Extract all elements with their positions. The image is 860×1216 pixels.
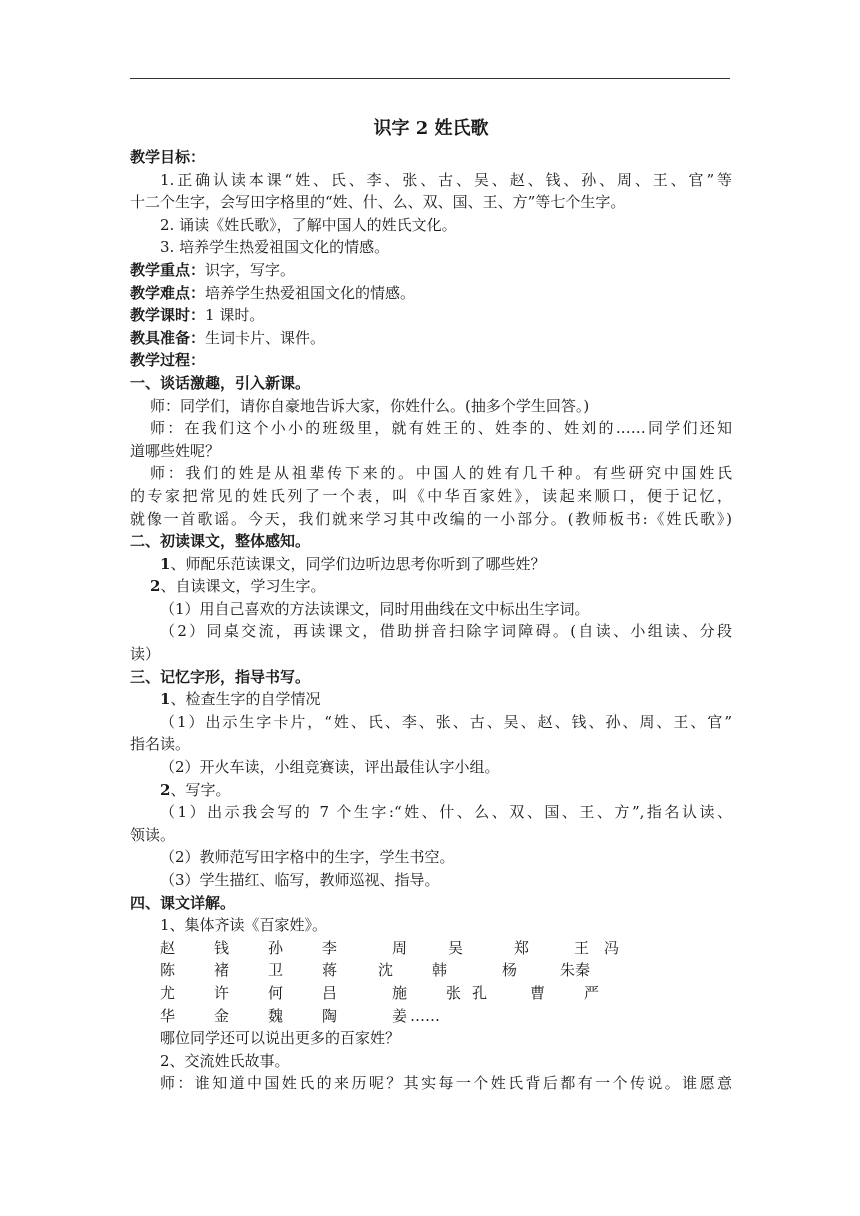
section-2-title: 二、初读课文，整体感知。: [130, 532, 311, 551]
item-number: 1: [160, 554, 171, 573]
surname: 沈: [378, 961, 394, 980]
section-3-subitem-1-line-2: 指名读。: [130, 735, 191, 754]
teaching-aids: [130, 327, 732, 350]
section-4-question: 哪位同学还可以说出更多的百家姓？: [160, 1029, 401, 1048]
class-hours-label: 教学课时：: [130, 306, 206, 325]
section-1-para-3-line-3: 就像一首歌谣。今天，我们就来学习其中改编的一小部分。(教师板书:《姓氏歌》): [130, 509, 732, 528]
document-body: [130, 112, 732, 1095]
item-text: 、师配乐范读课文，同学们边听边思考你听到了哪些姓？: [170, 554, 546, 573]
surname: 李: [322, 938, 338, 957]
difficult-points-text: 培养学生热爱祖国文化的情感。: [205, 283, 416, 302]
class-hours-text: 1 课时。: [205, 306, 265, 325]
surname: 周: [392, 938, 408, 957]
surname: 陈: [160, 961, 176, 980]
goal-2: 2. 诵读《姓氏歌》，了解中国人的姓氏文化。: [160, 215, 457, 234]
goal-3: 3. 培养学生热爱祖国文化的情感。: [160, 238, 390, 257]
surname: 韩: [432, 961, 448, 980]
section-1-para-3-line-2: 的专家把常见的姓氏列了一个表，叫《中华百家姓》，读起来顺口，便于记忆，: [130, 486, 732, 505]
section-3-subitem-2: （2）开火车读，小组竞赛读，评出最佳认字小组。: [160, 758, 500, 777]
section-4-para: 师：谁知道中国姓氏的来历呢？其实每一个姓氏背后都有一个传说。谁愿意: [160, 1074, 732, 1093]
surname: 卫: [268, 961, 284, 980]
surname: 孙: [268, 938, 284, 957]
surname: 魏: [268, 1006, 284, 1025]
item-text: 、检查生字的自学情况: [170, 690, 321, 709]
section-4-item-1: 1、集体齐读《百家姓》。: [160, 916, 328, 935]
section-2-subitem-2-line-2: 读）: [130, 645, 161, 664]
surname: 张: [446, 983, 462, 1002]
surname: 何: [268, 983, 284, 1002]
surname: 朱秦: [560, 961, 591, 980]
section-4-item-2: 2、交流姓氏故事。: [160, 1051, 290, 1070]
surname: 钱: [214, 938, 230, 957]
section-2-item-1: [130, 553, 732, 576]
surname: 杨: [502, 961, 518, 980]
surname: 陶: [322, 1006, 338, 1025]
goal-1-line-2: 十二个生字，会写田字格里的“姓、什、么、双、国、王、方”等七个生字。: [130, 193, 626, 212]
surname: 施: [392, 983, 408, 1002]
surname: 许: [214, 983, 230, 1002]
surname: 赵: [160, 938, 176, 957]
section-3-subitem-4: （2）教师范写田字格中的生字，学生书空。: [160, 848, 455, 867]
surname: 华: [160, 1006, 176, 1025]
section-2-item-2: [130, 575, 732, 598]
surname-row: [130, 1005, 732, 1028]
surname: 褚: [214, 961, 230, 980]
section-4-title: 四、课文详解。: [130, 893, 236, 912]
item-number: 1: [160, 690, 171, 709]
surname-row: [130, 982, 732, 1005]
surname: 曹: [530, 983, 546, 1002]
item-number: 2: [150, 577, 161, 596]
section-1-para-3-line-1: 师：我们的姓是从祖辈传下来的。中国人的姓有几千种。有些研究中国姓氏: [150, 464, 732, 483]
section-3-subitem-5: （3）学生描红、临写，教师巡视、指导。: [160, 871, 440, 889]
key-points-label: 教学重点：: [130, 260, 206, 279]
surname: 金: [214, 1006, 230, 1025]
class-hours: [130, 304, 732, 327]
surname: 孔: [472, 983, 488, 1002]
section-3-item-2: [130, 779, 732, 802]
surname: 王: [574, 938, 590, 957]
section-3-subitem-3-line-1: （1）出示我会写的 7 个生字:“姓、什、么、双、国、王、方”,指名认读、: [160, 803, 732, 822]
surname: 冯: [604, 938, 620, 957]
difficult-points: [130, 282, 732, 305]
teaching-aids-label: 教具准备：: [130, 328, 206, 347]
section-3-subitem-3-line-2: 领读。: [130, 825, 176, 844]
section-1-para-1: 师：同学们，请你自豪地告诉大家，你姓什么。(抽多个学生回答。): [150, 396, 590, 415]
goal-1-line-1: 1.正确认读本课“姓、氏、李、张、古、吴、赵、钱、孙、周、王、官”等: [160, 170, 732, 189]
item-number: 2: [160, 780, 171, 799]
surname: 尤: [160, 983, 176, 1002]
surname: 吕: [322, 983, 338, 1002]
goals-heading: 教学目标：: [130, 148, 206, 166]
process-heading: 教学过程：: [130, 351, 206, 370]
header-rule: [130, 78, 730, 79]
section-3-item-1: [130, 688, 732, 711]
section-3-title: 三、记忆字形，指导书写。: [130, 667, 311, 686]
surname: 蒋: [322, 961, 338, 980]
section-1-para-2-line-2: 道哪些姓呢？: [130, 441, 221, 460]
section-1-para-2-line-1: 师：在我们这个小小的班级里，就有姓王的、姓李的、姓刘的……同学们还知: [150, 419, 732, 438]
surname: ……: [410, 1006, 440, 1025]
key-points-text: 识字，写字。: [205, 260, 296, 279]
surname: 郑: [514, 938, 530, 957]
section-2-subitem-1: （1）用自己喜欢的方法读课文，同时用曲线在文中标出生字词。: [160, 599, 590, 618]
surname: 姜: [392, 1006, 408, 1025]
surname-row: [130, 937, 732, 960]
difficult-points-label: 教学难点：: [130, 283, 206, 302]
section-3-subitem-1-line-1: （1）出示生字卡片，“姓、氏、李、张、古、吴、赵、钱、孙、周、王、官”: [160, 712, 732, 731]
item-text: 、写字。: [170, 780, 231, 799]
key-points: [130, 259, 732, 282]
surname-row: [130, 959, 732, 982]
section-1-title: 一、谈话激趣，引入新课。: [130, 373, 311, 392]
surname: 严: [584, 983, 600, 1002]
surname: 吴: [448, 938, 464, 957]
teaching-aids-text: 生词卡片、课件。: [205, 328, 326, 347]
page-title: 识字 2 姓氏歌: [373, 118, 489, 139]
item-text: 、自读课文，学习生字。: [160, 577, 326, 596]
section-2-subitem-2-line-1: （2）同桌交流，再读课文，借助拼音扫除字词障碍。(自读、小组读、分段: [160, 622, 732, 641]
